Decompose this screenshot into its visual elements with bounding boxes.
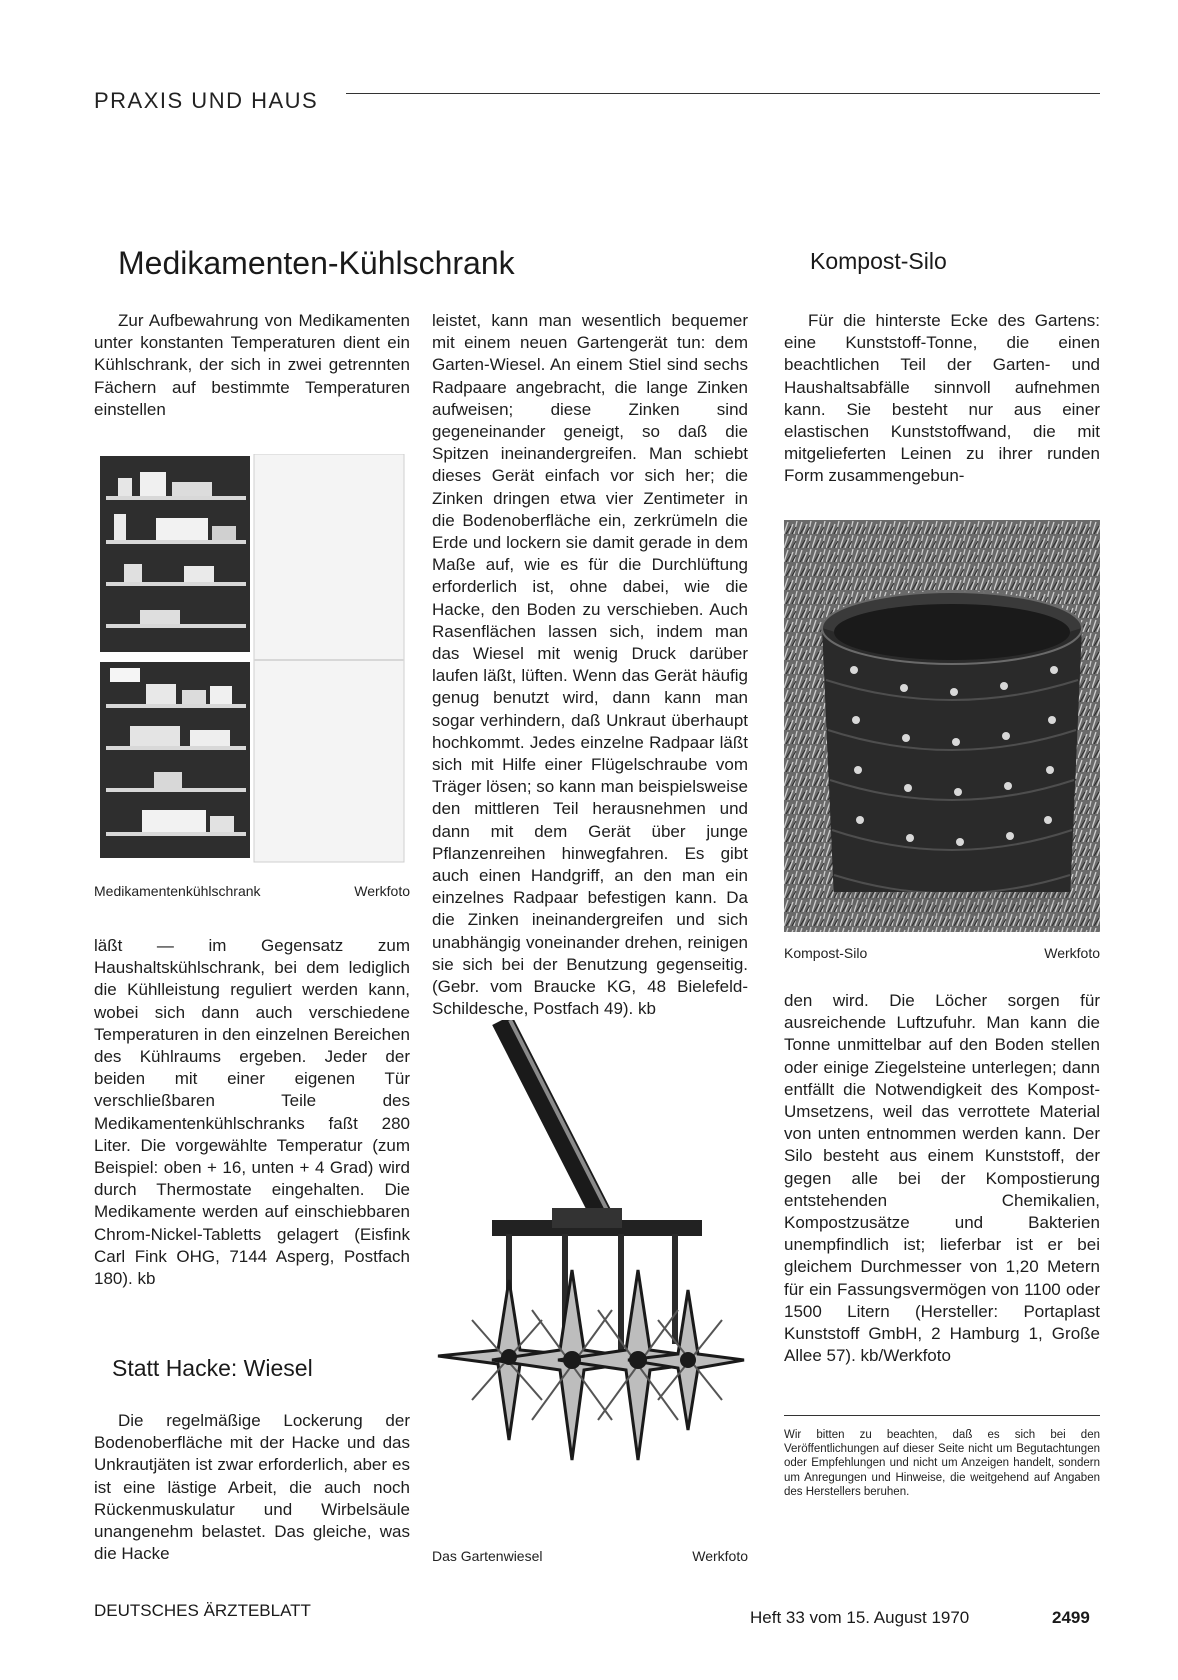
fridge-intro-text: [94, 310, 410, 422]
fridge-caption-text: Medikamentenkühlschrank: [94, 883, 261, 899]
wiesel-caption-text: Das Gartenwiesel: [432, 1548, 543, 1564]
section-label: PRAXIS UND HAUS: [94, 88, 319, 113]
wiesel-photo: [432, 1020, 748, 1540]
fridge-caption-credit: Werkfoto: [354, 883, 410, 899]
wiesel-paragraph-2: leistet, kann man wesentlich bequemer mit einem neuen Gartengerät tun: dem Garten-Wiesel. An einem Stiel sind sechs Radpaare angebracht, die lange Zinken aufweisen; diese Zinken sind gegeneinander geneigt, so daß die Spitzen ineinandergreifen. Man schiebt dieses Gerät einfach vor sich her; die Zinken dringen etwa vier Zentimeter in die Bodenoberfläche ein, zerkrümeln die Erde und lockern sie damit gerade in dem Maße auf, wie es für die Durchlüftung erforderlich ist, ohne dabei, wie die Hacke, den Boden zu verschieben. Auch Rasenflächen lassen sich, indem man das Wiesel mit wenig Druck darüber laufen läßt, lüften. Wenn das Gerät häufig genug benutzt wird, dann kann man sogar verhindern, daß Unkraut überhaupt hochkommt. Jedes einzelne Radpaar läßt sich mit Hilfe einer Flügelschraube vom Träger lösen; so kann man beispielsweise den mittleren Teil herausnehmen und dann mit dem Gerät über junge Pflanzenreihen hinwegfahren. Es gibt auch einen Handgriff, an den man ein einzelnes Radpaar befestigen kann. Da die Zinken ineinandergreifen und sich unabhängig voneinander drehen, reinigen sie sich bei der Benutzung gegenseitig. (Gebr. vom Braucke KG, 48 Bielefeld-Schildesche, Postfach 49). kb: [432, 311, 748, 1019]
silo-caption-credit: Werkfoto: [1044, 945, 1100, 961]
wiesel-caption: [432, 1548, 748, 1564]
silo-paragraph-2: den wird. Die Löcher sorgen für ausreichende Luftzufuhr. Man kann die Tonne unmittelbar auf den Boden stellen oder einige Ziegelsteine unterlegen; dann entfällt die Notwendigkeit des Kompost-Umsetzens, weil das verrottete Material von unten entnommen werden kann. Der Silo besteht aus einem Kunststoff, der gegen alle bei der Kompostierung entstehenden Chemikalien, Kompostzusätze und Bakterien unempfindlich ist; lieferbar ist er bei gleichem Durchmesser von 1,20 Metern für ein Fassungsvermögen von 1100 oder 1500 Litern (Hersteller: Portaplast Kunststoff GmbH, 2 Hamburg 1, Große Allee 57). kb/Werkfoto: [784, 991, 1100, 1366]
fridge-paragraph-1: Zur Aufbewahrung von Medikamenten unter konstanten Temperaturen dient ein Kühlschrank, der sich in zwei getrennten Fächern auf bestimmte Temperaturen einstellen: [94, 311, 410, 419]
article-title-wiesel: Statt Hacke: Wiesel: [112, 1355, 313, 1381]
silo-paragraph-1: Für die hinterste Ecke des Gartens: eine Kunststoff-Tonne, die einen beachtlichen Teil der Garten- und Haushaltsabfälle sinnvoll aufnehmen kann. Sie besteht nur aus einer elastischen Kunststoffwand, die mit mitgelieferten Leinen zu ihrer runden Form zusammengebun-: [784, 311, 1100, 486]
article-title-fridge: Medikamenten-Kühlschrank: [118, 245, 515, 281]
refrigerator-photo-icon: [94, 448, 410, 872]
disclaimer-notice: Wir bitten zu beachten, daß es sich bei den Veröffentlichungen auf dieser Seite nicht um Begutachtungen oder Empfehlungen und nicht um Anzeigen handelt, sondern um Anregungen und Hinweise, die weitgehend auf Angaben des Herstellers beruhen.: [784, 1429, 1100, 1498]
garden-tool-photo-icon: [432, 1020, 748, 1540]
article-title-silo: Kompost-Silo: [810, 248, 947, 274]
wiesel-intro-text: [94, 1410, 410, 1565]
silo-caption: [784, 945, 1100, 961]
compost-bin-photo-icon: [784, 520, 1100, 932]
silo-photo: [784, 520, 1100, 932]
wiesel-caption-credit: Werkfoto: [692, 1548, 748, 1564]
silo-body-text: [784, 990, 1100, 1367]
page-number: 2499: [1052, 1608, 1090, 1627]
silo-intro-text: [784, 310, 1100, 488]
fridge-paragraph-2: läßt — im Gegensatz zum Haushaltskühlschrank, bei dem lediglich die Kühlleistung reguliert werden kann, wobei sich dann auch verschiedene Temperaturen in den einzelnen Bereichen des Kühlraums ergeben. Jeder der beiden mit einer eigenen Tür verschließbaren Teile des Medikamentenkühlschranks faßt 280 Liter. Die vorgewählte Temperatur (zum Beispiel: oben + 16, unten + 4 Grad) wird durch Thermostate eingehalten. Die Medikamente werden auf einschiebbaren Chrom-Nickel-Tabletts gelagert (Eisfink Carl Fink OHG, 7144 Asperg, Postfach 180). kb: [94, 936, 410, 1289]
wiesel-paragraph-1: Die regelmäßige Lockerung der Bodenoberfläche mit der Hacke und das Unkrautjäten ist zwar erforderlich, aber es ist eine lästige Arbeit, die auch noch Rückenmuskulatur und Wirbelsäule unangenehm belastet. Das gleiche, was die Hacke: [94, 1411, 410, 1564]
silo-caption-text: Kompost-Silo: [784, 945, 868, 961]
wiesel-body-text: [432, 310, 748, 1021]
notice-rule: [784, 1415, 1100, 1416]
issue-info: Heft 33 vom 15. August 1970: [750, 1608, 970, 1627]
fridge-photo: [94, 448, 410, 872]
journal-name: DEUTSCHES ÄRZTEBLATT: [94, 1601, 311, 1620]
fridge-body-text: [94, 935, 410, 1290]
fridge-caption: [94, 883, 410, 899]
header-rule: [346, 93, 1100, 94]
